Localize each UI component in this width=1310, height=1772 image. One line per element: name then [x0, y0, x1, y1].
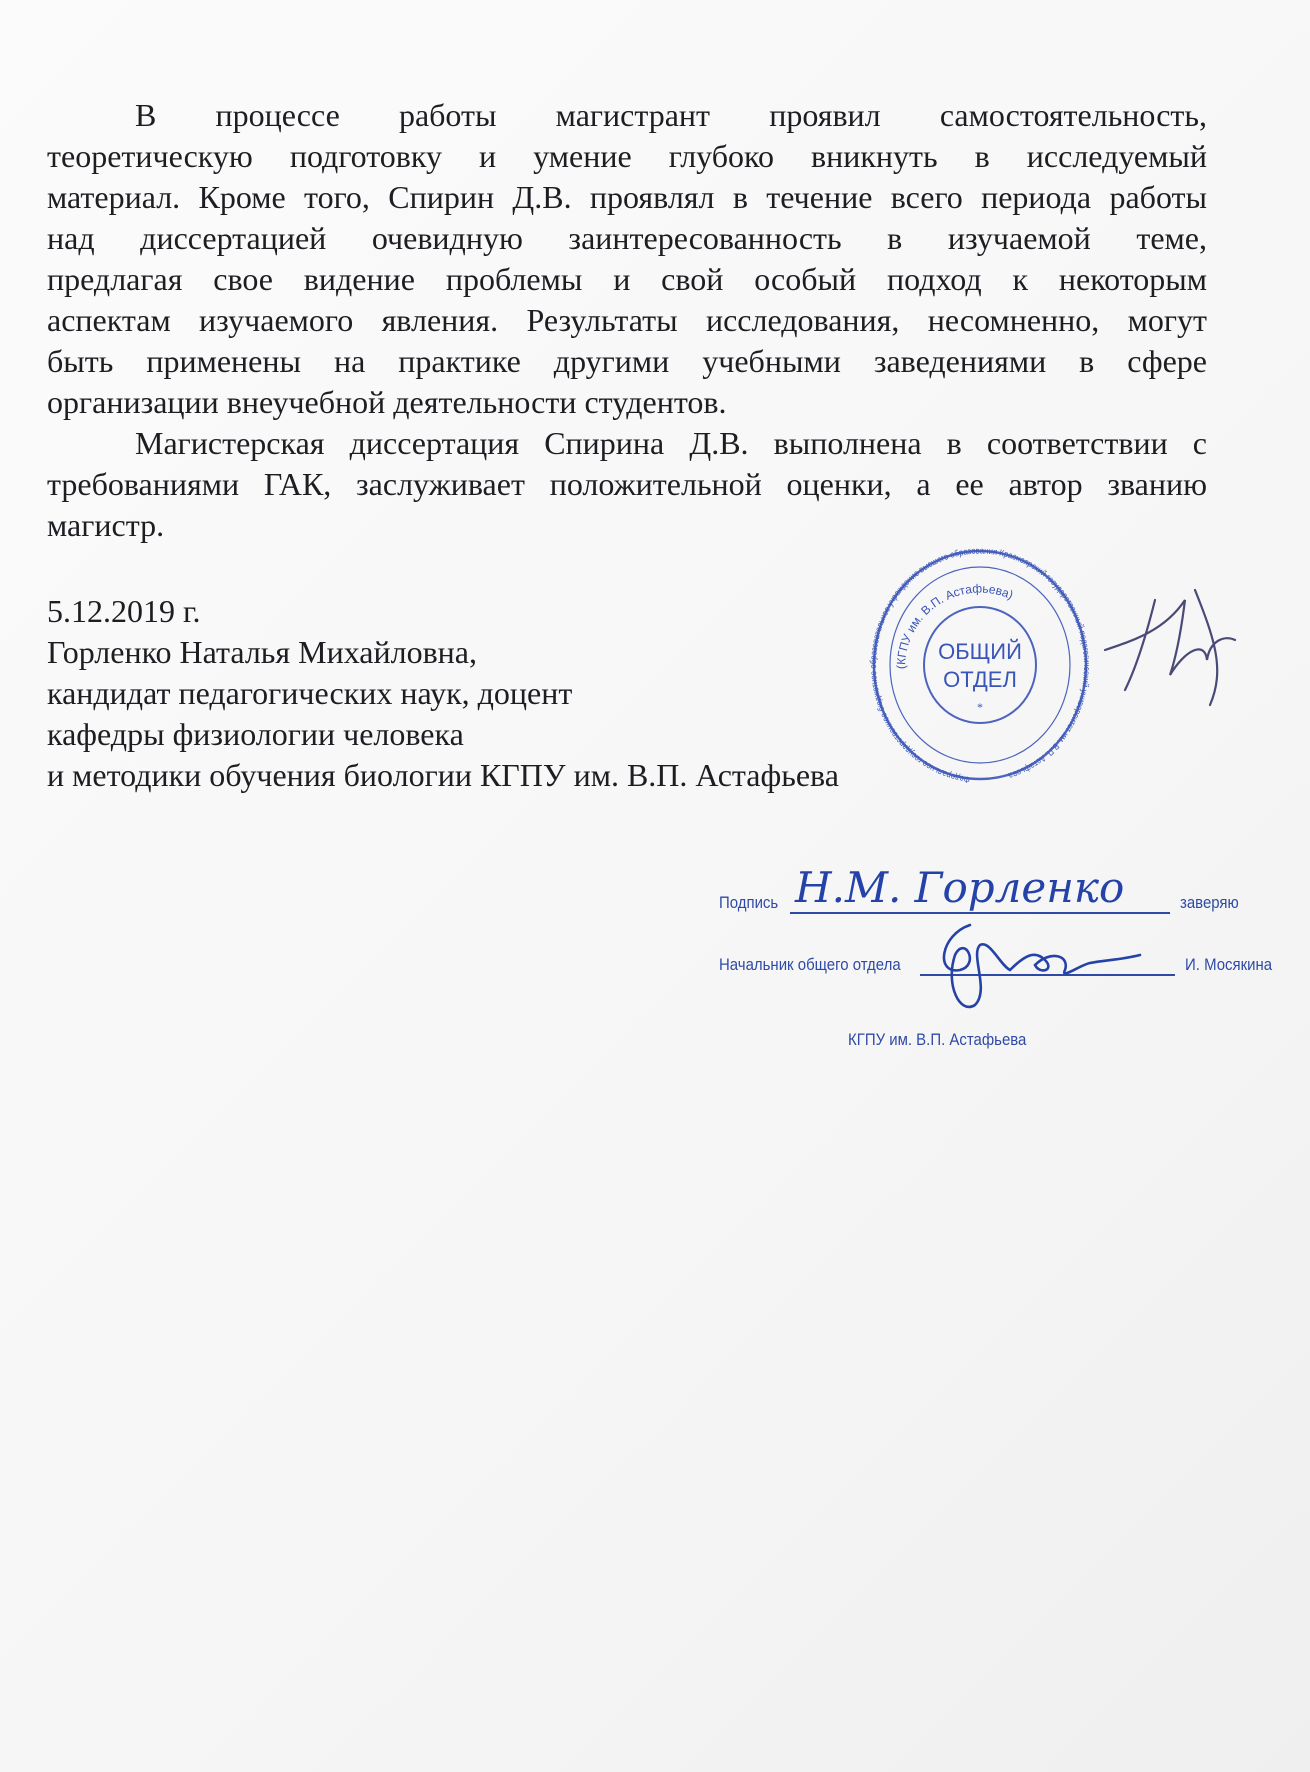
stamp-center-1: ОБЩИЙ [938, 639, 1022, 664]
author-department-cont: и методики обучения биологии КГПУ им. В.П. Астафьева [47, 757, 839, 793]
head-signature [930, 915, 1150, 1025]
author-name: Горленко Наталья Михайловна, [47, 634, 477, 670]
text-line: требованиями ГАК, заслуживает положительной оценки, а ее автор званию [47, 466, 1207, 502]
stamp-center-2: ОТДЕЛ [943, 667, 1017, 692]
text-line: аспектам изучаемого явления. Результаты исследования, несомненно, могут [47, 302, 1207, 338]
author-signature [1095, 580, 1245, 710]
text-line: быть применены на практике другими учебными заведениями в сфере [47, 343, 1207, 379]
signature-label: Подпись [719, 893, 779, 912]
text-line: предлагая свое видение проблемы и свой особый подход к некоторым [47, 261, 1207, 297]
stamp [867, 545, 1093, 785]
certify-label: заверяю [1180, 893, 1239, 912]
text-line: над диссертацией очевидную заинтересованность в изучаемой теме, [47, 220, 1207, 256]
author-title: кандидат педагогических наук, доцент [47, 675, 573, 711]
date: 5.12.2019 г. [47, 593, 201, 629]
svg-text:*: * [977, 700, 983, 714]
author-department: кафедры физиологии человека [47, 716, 464, 752]
text-line: Магистерская диссертация Спирина Д.В. выполнена в соответствии с [135, 425, 1207, 461]
text-line: В процессе работы магистрант проявил самостоятельность, [135, 97, 1207, 133]
head-name: И. Мосякина [1185, 955, 1273, 974]
text-line: теоретическую подготовку и умение глубоко вникнуть в исследуемый [47, 138, 1207, 174]
stamp-outer-text: Федеральное государственное бюджетное образовательное учреждение высшего образования Красноярский государственный педагогический университет им. В.П. Астафьева [867, 545, 1093, 785]
head-label: Начальник общего отдела [719, 955, 901, 974]
text-line: материал. Кроме того, Спирин Д.В. проявлял в течение всего периода работы [47, 179, 1207, 215]
svg-text:Н.М. Горленко: Н.М. Горленко [795, 863, 1125, 912]
handwritten-signature-gorlenko [795, 850, 1175, 920]
institution-label: КГПУ им. В.П. Астафьева [848, 1030, 1027, 1049]
stamp-inner-text: (КГПУ им. В.П. Астафьева) [893, 581, 1016, 670]
text-line: организации внеучебной деятельности студентов. [47, 384, 727, 420]
text-line: магистр. [47, 507, 165, 543]
